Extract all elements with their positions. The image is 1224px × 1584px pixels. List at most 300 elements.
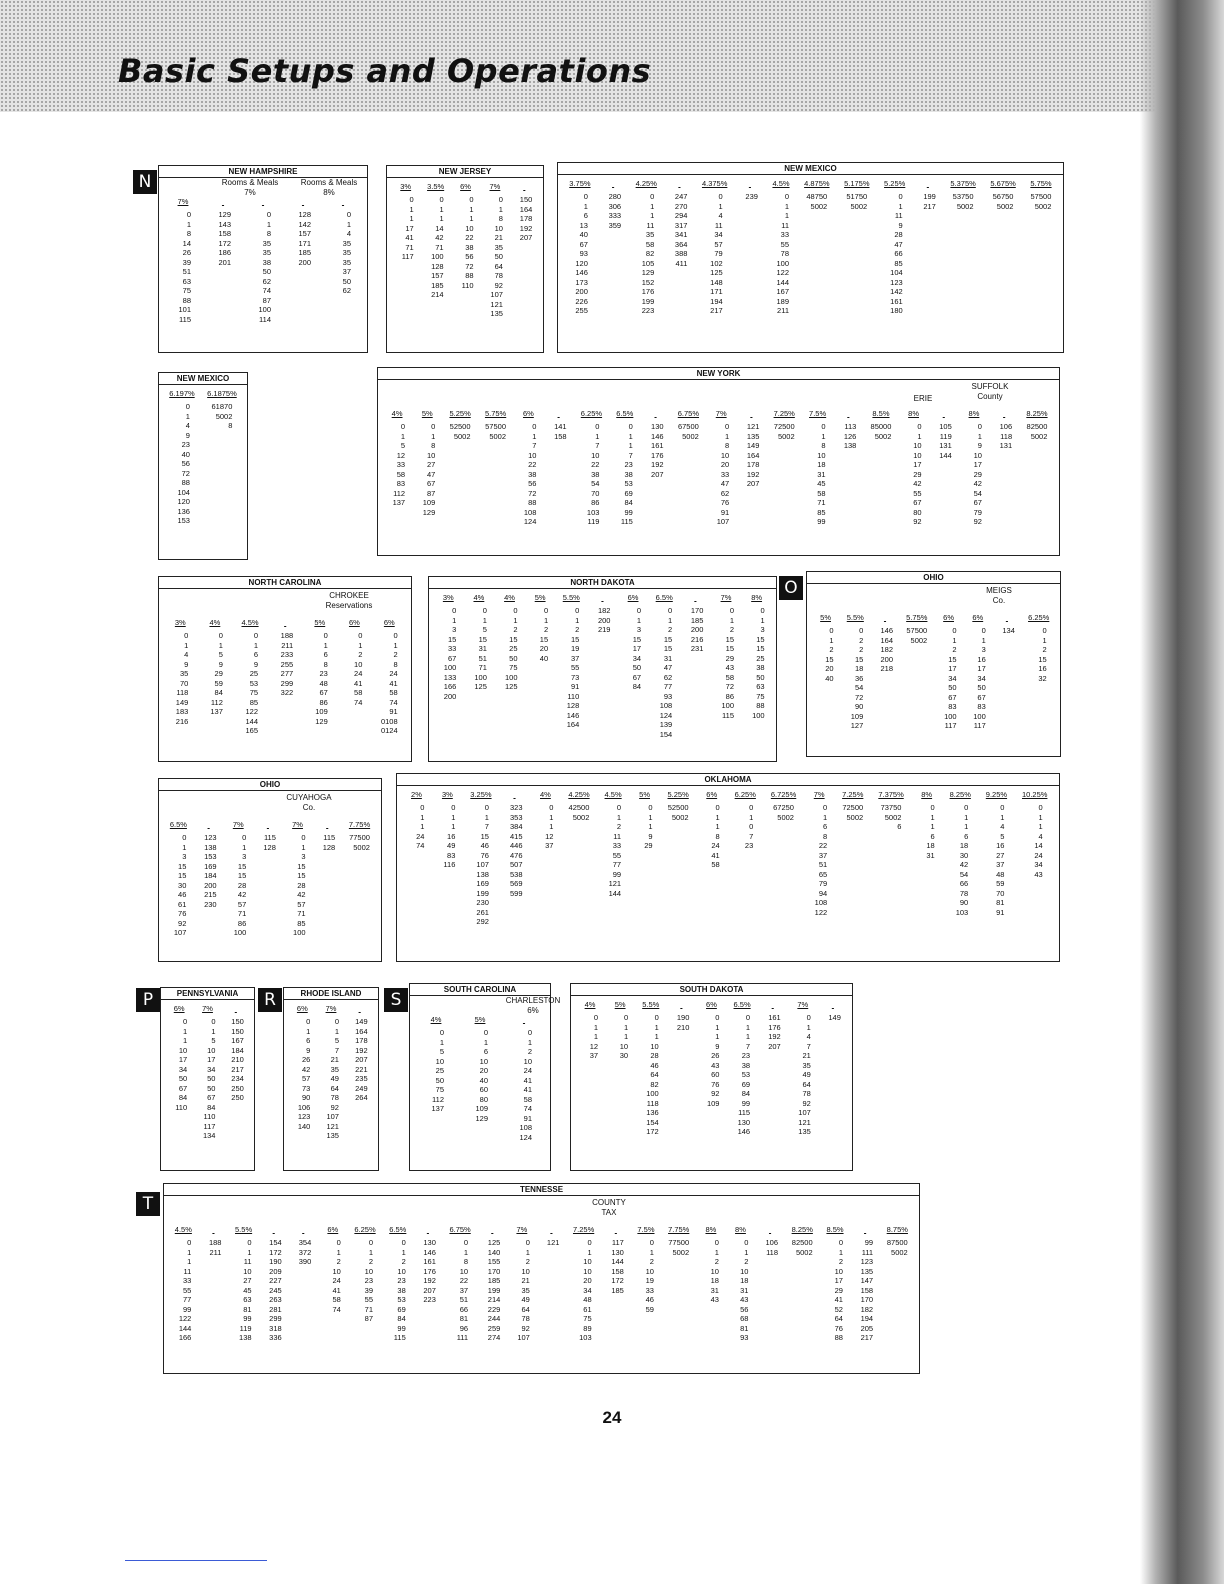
amount-value: 130	[611, 1247, 624, 1257]
amount-value: 116	[443, 860, 456, 869]
rate-column	[389, 1224, 406, 1371]
rate-column	[703, 1224, 719, 1371]
amount-value: 42	[959, 860, 969, 869]
rate-header: 6.1875%	[207, 389, 237, 398]
amount-value: 11	[781, 220, 789, 230]
amount-values	[428, 1028, 444, 1114]
amount-value: 50	[207, 1083, 216, 1093]
amount-value: 0	[595, 422, 600, 431]
amount-value: 178	[519, 214, 533, 223]
amount-value: 34	[1034, 860, 1043, 869]
amount-value: 364	[674, 239, 688, 249]
amount-value: 5	[218, 650, 223, 659]
amount-values	[174, 402, 190, 526]
amount-value: 0	[649, 1238, 654, 1247]
amount-value: 119	[939, 431, 952, 441]
amount-value: 185	[611, 1285, 624, 1295]
amount-value: 115	[179, 314, 191, 324]
amount-value: 270	[674, 201, 688, 211]
amount-value: 5002	[671, 812, 689, 822]
amount-value: 118	[646, 1098, 659, 1108]
rate-header: 6%	[383, 618, 395, 627]
amount-value: 71	[297, 909, 306, 918]
amount-value: 5	[334, 1036, 339, 1045]
rate-header: 6.5%	[169, 820, 187, 829]
amount-value: 91	[570, 682, 580, 691]
amount-value: 149	[746, 441, 760, 450]
amount-value: 172	[646, 1127, 659, 1136]
amount-value: 74	[332, 1304, 341, 1314]
amount-value: 1	[420, 812, 425, 822]
amount-value: 411	[675, 258, 688, 268]
amount-values	[877, 626, 893, 674]
amount-value: 390	[298, 1257, 312, 1266]
amount-value: 9	[977, 441, 982, 450]
amount-value: 415	[509, 831, 523, 841]
table-columns	[163, 388, 243, 557]
rate-column	[648, 408, 664, 553]
amount-value: 0	[583, 192, 588, 201]
rate-column	[440, 592, 456, 759]
rate-header: 8%	[705, 1225, 717, 1234]
amount-value: 131	[999, 441, 1013, 450]
amount-value: 64	[521, 1304, 530, 1314]
rate-column	[419, 408, 435, 553]
amount-value: 71	[817, 498, 826, 507]
amount-value: 102	[710, 258, 723, 268]
amount-value: 33	[182, 1276, 192, 1285]
amount-value: 10	[521, 1266, 530, 1276]
amount-values	[419, 422, 435, 517]
amount-value: 84	[741, 1089, 751, 1098]
amount-value: 0	[718, 192, 723, 201]
amount-values	[846, 192, 867, 211]
amount-value: 15	[756, 644, 765, 653]
table-columns	[811, 612, 1056, 754]
amount-value: 0	[543, 606, 549, 615]
amount-value: 41	[834, 1295, 843, 1304]
table-north-dakota	[428, 576, 777, 762]
rate-header: 5%	[421, 409, 433, 418]
rate-header: 5%	[314, 618, 326, 627]
table-subheading: CUYAHOGA Co.	[286, 793, 332, 812]
amount-value: 3	[182, 852, 187, 861]
amount-value: 83	[396, 479, 406, 488]
amount-value: 169	[476, 879, 489, 888]
amount-value: 164	[519, 204, 533, 214]
rate-column	[381, 617, 398, 759]
amount-value: 216	[690, 634, 704, 644]
amount-value: 56750	[992, 192, 1014, 201]
amount-value: 17	[632, 644, 642, 653]
amount-values	[390, 1238, 406, 1343]
amount-value: 48750	[806, 192, 828, 201]
rate-column	[290, 819, 306, 959]
rate-column	[449, 1224, 470, 1371]
amount-value: 161	[768, 1013, 781, 1022]
amount-value: 200	[690, 625, 704, 634]
table-columns	[382, 408, 1055, 553]
amount-value: 38	[465, 242, 474, 252]
table-new-mexico	[557, 162, 1064, 353]
amount-value: 100	[752, 710, 765, 720]
section-letter-n: N	[133, 170, 157, 194]
amount-value: 18	[817, 460, 826, 469]
rate-column	[569, 178, 590, 350]
amount-value: 67	[973, 498, 982, 507]
amount-value: 115	[393, 1333, 406, 1342]
amount-value: 52500	[449, 422, 471, 431]
amount-value: 199	[923, 192, 936, 201]
amount-values	[319, 833, 335, 852]
amount-value: 115	[738, 1108, 751, 1117]
amount-value: 57500	[906, 626, 928, 635]
amount-values	[325, 1238, 341, 1314]
amount-value: 152	[641, 277, 655, 287]
amount-values	[502, 606, 518, 692]
amount-value: 1	[650, 201, 655, 211]
rate-header: 6.5%	[733, 1000, 751, 1009]
amount-value: 58	[645, 239, 655, 249]
rate-column	[346, 617, 362, 759]
amount-value: 153	[204, 852, 217, 861]
rate-header	[1003, 408, 1005, 419]
amount-value: 80	[913, 507, 922, 517]
amount-value: 0	[393, 631, 398, 640]
rate-header: 4%	[540, 790, 551, 799]
amount-value: 54	[854, 683, 864, 692]
amount-value: 229	[487, 1304, 501, 1314]
rate-header	[612, 178, 614, 189]
amount-value: 117	[611, 1238, 624, 1247]
amount-value: 107	[173, 928, 187, 937]
amount-value: 7	[484, 822, 489, 831]
rate-column	[485, 408, 506, 553]
amount-values	[638, 192, 654, 316]
amount-value: 71	[364, 1304, 374, 1314]
amount-value: 129	[475, 1113, 488, 1123]
amount-value: 0	[715, 803, 720, 812]
amount-value: 166	[178, 1333, 192, 1342]
amount-value: 129	[422, 507, 436, 517]
amount-value: 43	[710, 1295, 719, 1304]
amount-value: 88	[181, 478, 190, 487]
amount-value: 50	[509, 653, 518, 663]
amount-value: 128	[566, 701, 580, 710]
rate-header: 5.75%	[1030, 179, 1052, 188]
amount-value: 239	[745, 192, 758, 201]
amount-value: 0	[930, 803, 935, 812]
amount-value: 23	[397, 1276, 406, 1285]
amount-value: 76	[711, 1079, 720, 1089]
amount-value: 0	[525, 1238, 530, 1247]
table-subheading: COUNTY TAX	[592, 1198, 626, 1217]
amount-value: 1	[400, 431, 406, 441]
table-columns	[163, 617, 407, 759]
amount-value: 0	[242, 833, 247, 842]
amount-value: 110	[175, 1102, 188, 1112]
amount-value: 2	[575, 625, 580, 634]
amount-value: 138	[204, 842, 217, 852]
amount-value: 82	[650, 1079, 659, 1089]
amount-value: 10	[528, 450, 537, 460]
amount-value: 164	[566, 720, 580, 729]
amount-value: 169	[204, 861, 217, 871]
amount-value: 6	[323, 650, 328, 659]
amount-value: 10	[619, 1041, 629, 1051]
amount-value: 0	[186, 210, 191, 219]
table-title: SOUTH CAROLINA	[410, 985, 550, 996]
amount-value: 10	[459, 1266, 469, 1276]
rate-header: 6.75%	[449, 1225, 471, 1234]
rate-header	[491, 1224, 493, 1235]
amount-value: 10	[523, 1056, 532, 1066]
table-rhode-island	[283, 987, 379, 1171]
amount-value: 5002	[996, 201, 1014, 211]
amount-values	[381, 631, 398, 736]
amount-values	[638, 1238, 654, 1314]
rate-column	[295, 196, 311, 350]
amount-value: 50	[632, 663, 642, 672]
amount-value: 43	[740, 1295, 749, 1304]
amount-value: 67	[426, 479, 436, 488]
rate-column	[1022, 789, 1047, 959]
amount-value: 1	[628, 441, 633, 450]
amount-value: 341	[674, 230, 688, 239]
amount-value: 5002	[1034, 201, 1052, 211]
amount-value: 107	[326, 1112, 339, 1121]
amount-value: 121	[746, 422, 760, 431]
amount-values	[420, 1238, 436, 1305]
amount-values	[906, 626, 927, 645]
amount-value: 0	[306, 1017, 311, 1026]
amount-values	[514, 1238, 530, 1343]
amount-value: 15	[725, 644, 734, 653]
rate-header: 5.25%	[667, 790, 689, 799]
amount-values	[516, 195, 532, 243]
amount-values	[818, 626, 834, 683]
rate-column	[771, 789, 796, 959]
amount-value: 13	[579, 220, 588, 230]
amount-value: 216	[175, 716, 189, 726]
amount-value: 8	[463, 1257, 469, 1266]
amount-values	[648, 422, 664, 479]
amount-value: 183	[175, 707, 189, 716]
rate-header: 6%	[943, 613, 955, 622]
amount-value: 22	[459, 1276, 469, 1285]
amount-value: 38	[741, 1060, 751, 1070]
amount-value: 10	[354, 659, 363, 669]
amount-value: 15	[725, 634, 734, 644]
amount-value: 0	[616, 803, 622, 812]
amount-value: 0	[527, 1028, 532, 1037]
amount-value: 0	[668, 606, 673, 615]
amount-value: 235	[355, 1074, 368, 1083]
amount-value: 1	[1000, 812, 1005, 822]
rate-column	[172, 617, 188, 759]
amount-value: 207	[768, 1041, 781, 1051]
amount-value: 135	[490, 309, 503, 318]
amount-value: 112	[393, 488, 406, 498]
amount-value: 19	[645, 1276, 654, 1285]
rate-column	[884, 178, 905, 350]
amount-value: 178	[355, 1036, 368, 1045]
rate-column	[718, 592, 734, 759]
amount-value: 17	[178, 1055, 188, 1064]
rate-header	[678, 178, 680, 189]
amount-value: 1	[784, 211, 789, 220]
amount-value: 5002	[810, 201, 828, 211]
amount-value: 51	[182, 267, 191, 276]
amount-values	[230, 833, 246, 938]
amount-values	[811, 803, 827, 917]
amount-value: 86	[237, 918, 247, 928]
amount-value: 26	[711, 1051, 720, 1060]
amount-value: 157	[298, 229, 311, 238]
amount-values	[941, 626, 957, 731]
amount-value: 2	[401, 1257, 406, 1266]
amount-value: 1	[952, 635, 957, 645]
amount-value: 58	[396, 469, 406, 479]
amount-values	[205, 1238, 221, 1257]
rate-column	[389, 408, 405, 553]
amount-value: 10	[207, 1045, 216, 1055]
amount-value: 74	[389, 697, 398, 707]
amount-value: 230	[204, 899, 217, 909]
amount-value: 39	[364, 1285, 374, 1295]
amount-value: 223	[423, 1295, 436, 1304]
amount-value: 66	[459, 1304, 469, 1314]
rate-header	[943, 408, 945, 419]
amount-value: 5002	[489, 431, 506, 441]
amount-value: 1	[898, 201, 903, 211]
amount-value: 59	[214, 678, 223, 688]
rate-column	[487, 181, 503, 350]
amount-value: 84	[207, 1102, 216, 1112]
rate-header: 5.375%	[950, 179, 976, 188]
amount-value: 16	[1038, 664, 1047, 673]
amount-value: 1	[431, 431, 436, 441]
amount-value: 46	[178, 890, 187, 899]
amount-value: 40	[539, 653, 549, 663]
amount-value: 118	[1000, 431, 1013, 441]
amount-value: 322	[280, 688, 294, 697]
amount-value: 55	[612, 850, 622, 860]
rate-header	[262, 196, 264, 207]
amount-value: 10	[479, 1056, 488, 1066]
rate-column	[877, 612, 893, 754]
amount-value: 93	[579, 249, 588, 258]
amount-value: 1	[593, 1022, 599, 1032]
amount-value: 1	[715, 1032, 720, 1041]
amount-value: 317	[674, 220, 688, 230]
amount-value: 55	[913, 488, 922, 498]
amount-values	[673, 1013, 689, 1032]
amount-value: 21	[330, 1055, 339, 1064]
amount-value: 31	[710, 1285, 719, 1295]
amount-value: 108	[814, 898, 828, 907]
amount-value: 3	[452, 625, 457, 634]
amount-value: 14	[1034, 841, 1043, 850]
amount-value: 2	[543, 625, 549, 634]
amount-value: 2	[616, 822, 622, 831]
rate-column	[795, 999, 811, 1168]
amount-value: 76	[480, 850, 489, 860]
amount-value: 372	[298, 1247, 312, 1257]
amount-value: 117	[401, 252, 414, 261]
rate-column	[749, 592, 765, 759]
amount-values	[398, 195, 414, 262]
amount-value: 1	[838, 1247, 843, 1257]
amount-value: 2	[859, 635, 864, 645]
rate-column	[573, 1224, 594, 1371]
amount-values	[471, 606, 487, 692]
table-columns	[168, 1224, 915, 1371]
amount-value: 6	[964, 831, 969, 841]
amount-value: 3	[981, 645, 986, 654]
amount-value: 1	[745, 1022, 751, 1032]
amount-value: 0108	[380, 716, 398, 726]
amount-value: 0	[182, 1017, 188, 1026]
amount-value: 15	[478, 634, 487, 644]
amount-value: 55	[780, 239, 789, 249]
rate-header	[750, 408, 752, 419]
amount-values	[637, 803, 653, 851]
amount-value: 247	[674, 192, 688, 201]
amount-value: 172	[269, 1247, 282, 1257]
amount-value: 1	[784, 201, 789, 211]
amount-value: 67	[977, 692, 986, 702]
amount-value: 124	[523, 517, 537, 526]
amount-values	[792, 1238, 813, 1257]
amount-value: 1	[323, 640, 328, 650]
amount-value: 100	[721, 701, 734, 710]
amount-value: 1	[532, 431, 537, 441]
rate-column	[986, 789, 1007, 959]
amount-value: 118	[766, 1247, 779, 1257]
rate-column	[502, 592, 518, 759]
amount-value: 31	[478, 644, 487, 653]
amount-value: 1	[648, 822, 653, 831]
amount-value: 135	[746, 431, 760, 441]
amount-values	[656, 606, 672, 739]
amount-value: 1	[729, 615, 734, 625]
amount-value: 164	[746, 450, 760, 460]
amount-values	[743, 422, 759, 489]
amount-value: 123	[890, 277, 903, 287]
amount-values	[887, 1238, 908, 1257]
amount-value: 89	[583, 1323, 592, 1333]
amount-value: 0	[806, 1013, 811, 1022]
amount-value: 15	[1038, 654, 1047, 664]
amount-values	[212, 402, 233, 431]
rate-header: 6%	[348, 618, 360, 627]
amount-value: 47	[720, 479, 730, 488]
amount-value: 170	[690, 606, 704, 615]
amount-value: 20	[720, 460, 730, 469]
amount-value: 71	[435, 242, 444, 252]
amount-value: 4	[806, 1032, 811, 1041]
amount-value: 129	[218, 210, 231, 219]
amount-value: 49	[447, 841, 456, 850]
amount-value: 1	[393, 640, 398, 650]
rate-header: 5%	[820, 613, 831, 622]
amount-value: 137	[431, 1104, 444, 1113]
amount-value: 91	[389, 707, 398, 716]
rate-header: 8%	[751, 593, 763, 602]
amount-value: 56	[465, 252, 474, 261]
amount-value: 144	[939, 450, 952, 460]
